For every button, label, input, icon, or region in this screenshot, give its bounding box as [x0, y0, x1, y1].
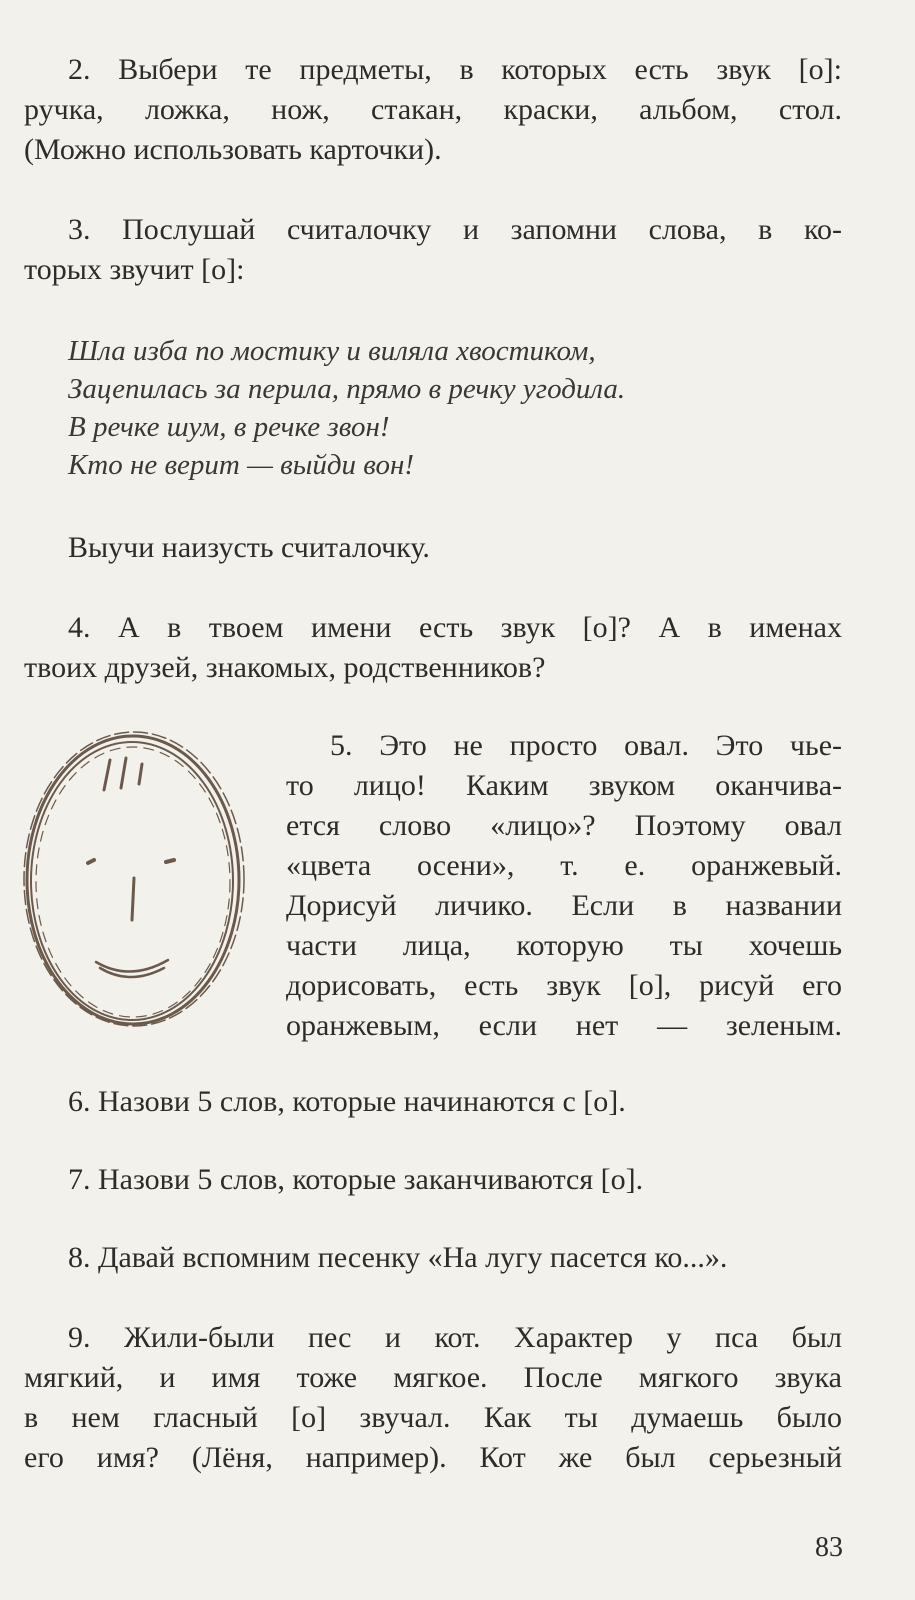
rhyme-line: Шла изба по мостику и виляла хвостиком, [68, 335, 596, 367]
task-6-text: 6. Назови 5 слов, которые начинаются с [о]. [68, 1085, 626, 1118]
task-4-line: 4. А в твоем имени есть звук [о]? А в именах [68, 611, 842, 644]
task-5-line: 5. Это не просто овал. Это чье- [330, 729, 842, 762]
page-number: 83 [815, 1532, 843, 1563]
task-2-line: ручка, ложка, нож, стакан, краски, альбом, стол. [24, 93, 842, 126]
task-2 [24, 50, 842, 170]
task-9-line: мягкий, и имя тоже мягкое. После мягкого звука [24, 1361, 842, 1394]
task-8-text: 8. Давай вспомним песенку «На лугу пасется ко...». [68, 1241, 728, 1274]
rhyme-line: Кто не верит — выйди вон! [68, 449, 415, 481]
rhyme-line: Зацепилась за перила, прямо в речку угодила. [68, 373, 626, 405]
task-2-line: 2. Выбери те предметы, в которых есть звук [о]: [68, 53, 842, 86]
task-8 [24, 1238, 842, 1278]
task-9-line: его имя? (Лёня, например). Кот же был серьезный [24, 1441, 842, 1474]
task-9-line: 9. Жили-были пес и кот. Характер у пса был [68, 1321, 842, 1354]
task-4 [24, 608, 842, 688]
task-5-line: ется слово «лицо»? Поэтому овал [286, 809, 842, 842]
learn-rhyme-text: Выучи наизусть считалочку. [68, 531, 430, 564]
task-3-line: 3. Послушай считалочку и запомни слова, в ко- [68, 213, 842, 246]
task-5 [286, 726, 842, 1046]
task-5-line: то лицо! Каким звуком оканчива- [286, 769, 842, 802]
task-5-line: части лица, которую ты хочешь [286, 929, 842, 962]
task-5-line: дорисовать, есть звук [о], рисуй его [286, 969, 842, 1002]
task-2-line: (Можно использовать карточки). [24, 133, 442, 166]
task-3-line: торых звучит [о]: [24, 253, 245, 286]
task-7 [24, 1160, 842, 1200]
counting-rhyme [68, 332, 868, 484]
task-5-line: «цвета осени», т. е. оранжевый. [286, 849, 842, 882]
rhyme-line: В речке шум, в речке звон! [68, 411, 390, 443]
task-5-line: Дорисуй личико. Если в названии [286, 889, 842, 922]
task-9 [24, 1318, 842, 1478]
task-4-line: твоих друзей, знакомых, родственников? [24, 651, 546, 684]
task-7-text: 7. Назови 5 слов, которые заканчиваются [о]. [68, 1163, 644, 1196]
task-9-line: в нем гласный [о] звучал. Как ты думаешь было [24, 1401, 842, 1434]
task-5-line: оранжевым, если нет — зеленым. [286, 1009, 842, 1042]
face-oval-illustration [18, 730, 248, 1030]
task-3 [24, 210, 842, 290]
task-6 [24, 1082, 842, 1122]
task-3-followup [24, 528, 842, 568]
